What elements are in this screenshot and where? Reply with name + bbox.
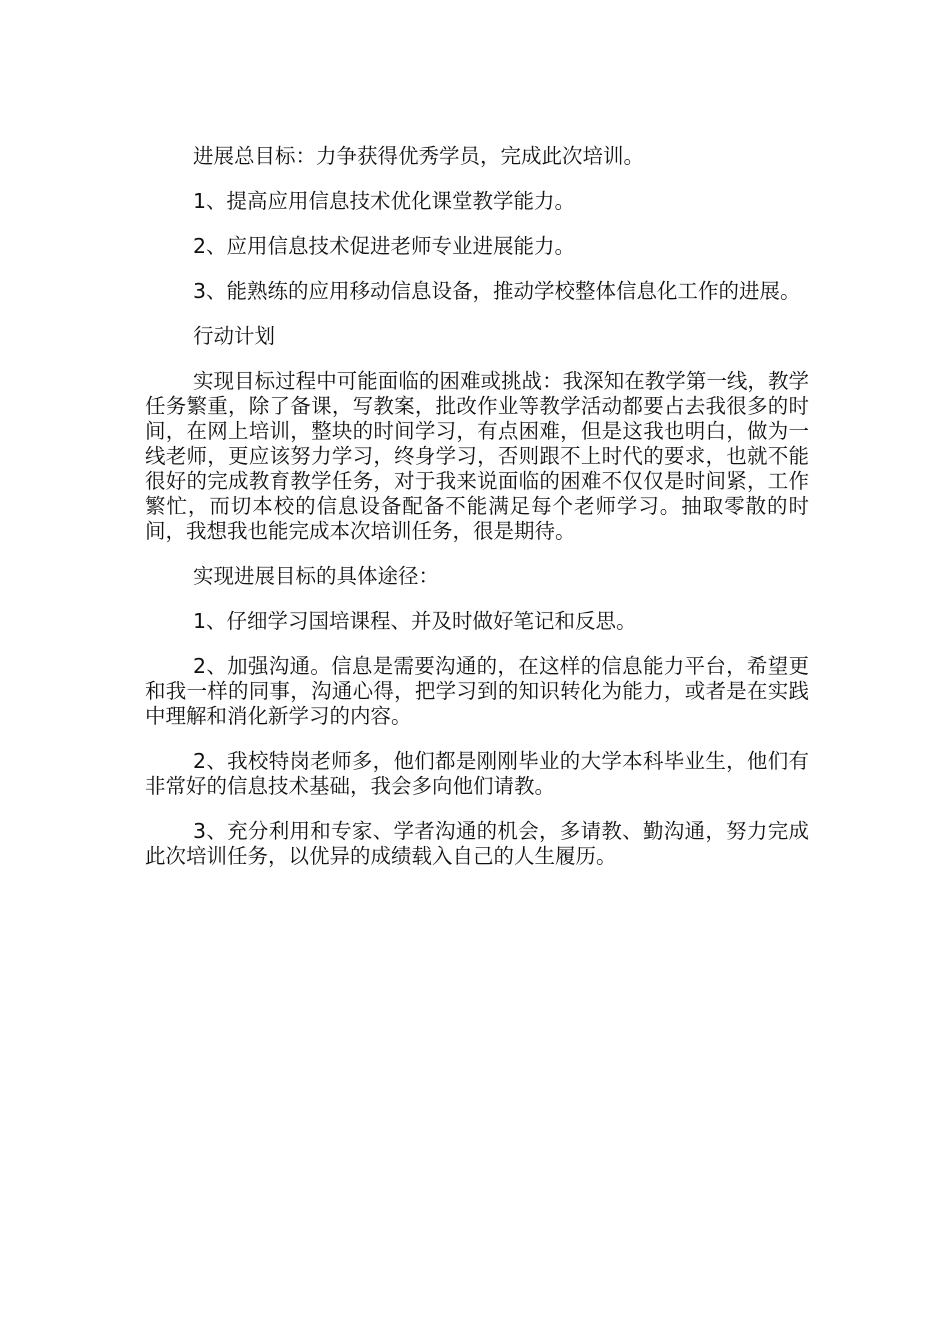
- paragraph-goal-2: 2、应用信息技术促进老师专业进展能力。: [193, 234, 576, 258]
- section-heading-approach: 实现进展目标的具体途径：: [193, 564, 439, 588]
- paragraph-goal: 进展总目标：力争获得优秀学员，完成此次培训。: [193, 144, 644, 168]
- paragraph-challenges: 实现目标过程中可能面临的困难或挑战：我深知在教学第一线，教学任务繁重，除了备课，写教案，批改作业等教学活动都要占去我很多的时间，在网上培训，整块的时间学习，有点困难，但是这我也明白，做为一线老师，更应该努力学习，终身学习，否则跟不上时代的要求，也就不能很好的完成教育教学任务，对于我来说面临的困难不仅仅是时间紧，工作繁忙，而切本校的信息设备配备不能满足每个老师学习。抽取零散的时间，我想我也能完成本次培训任务，很是期待。: [145, 369, 809, 543]
- paragraph-approach-2b: 2、我校特岗老师多，他们都是刚刚毕业的大学本科毕业生，他们有非常好的信息技术基础，我会多向他们请教。: [145, 749, 809, 798]
- paragraph-approach-1: 1、仔细学习国培课程、并及时做好笔记和反思。: [193, 609, 637, 633]
- paragraph-approach-3: 3、充分利用和专家、学者沟通的机会，多请教、勤沟通，努力完成此次培训任务，以优异的成绩载入自己的人生履历。: [145, 819, 809, 868]
- section-heading-action-plan: 行动计划: [193, 324, 275, 348]
- paragraph-goal-3: 3、能熟练的应用移动信息设备，推动学校整体信息化工作的进展。: [193, 279, 801, 303]
- document-body: [145, 144, 809, 889]
- paragraph-approach-2: 2、加强沟通。信息是需要沟通的，在这样的信息能力平台，希望更和我一样的同事，沟通心得，把学习到的知识转化为能力，或者是在实践中理解和消化新学习的内容。: [145, 654, 809, 728]
- paragraph-goal-1: 1、提高应用信息技术优化课堂教学能力。: [193, 189, 576, 213]
